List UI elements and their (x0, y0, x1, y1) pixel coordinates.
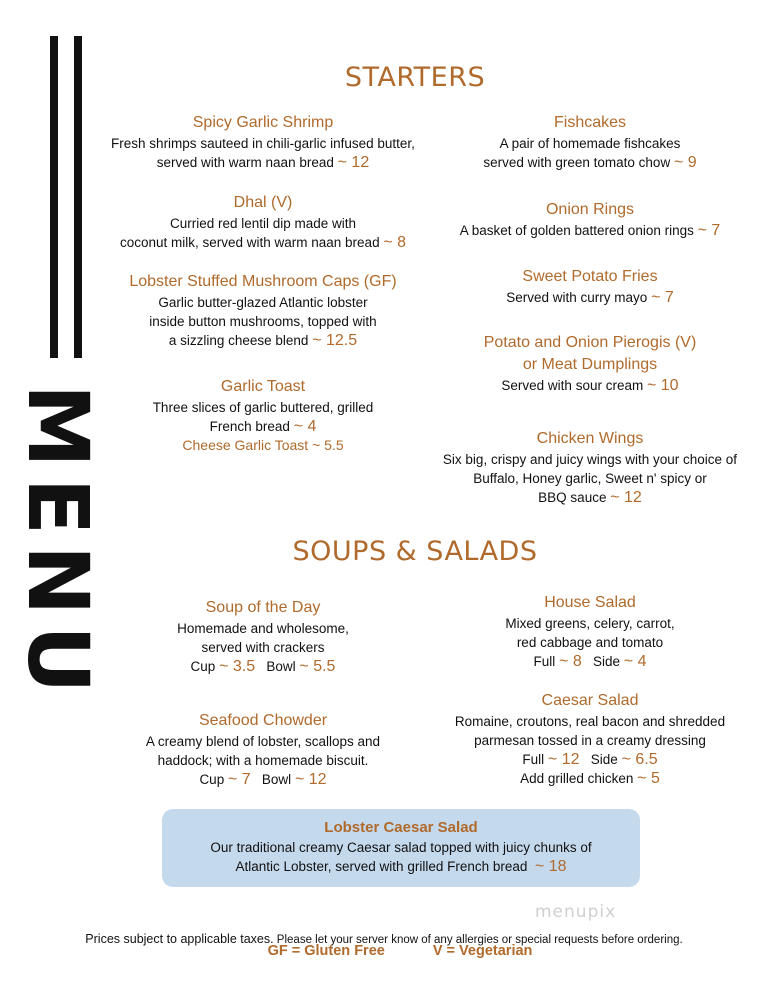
item-title: Sweet Potato Fries (522, 268, 658, 285)
side-decorative-line (50, 36, 58, 358)
feature-price: ~ 18 (534, 858, 567, 875)
menu-item-fishcakes: Fishcakes A pair of homemade fishcakes served with green tomato chow ~ 9 (415, 112, 765, 172)
item-price: ~ 12.5 (312, 332, 358, 349)
item-title: Fishcakes (553, 114, 627, 131)
item-price: ~ 12 (610, 489, 642, 506)
item-extra-option: Cheese Garlic Toast ~ 5.5 (182, 437, 344, 453)
menu-item-chicken-wings: Chicken Wings Six big, crispy and juicy wings with your choice of Buffalo, Honey garlic, Sweet n' spicy or BBQ sauce ~ 12 (415, 428, 765, 507)
legend-vegetarian: V = Vegetarian (432, 943, 533, 959)
item-title: Garlic Toast (220, 378, 306, 395)
feature-title: Lobster Caesar Salad (324, 819, 478, 836)
item-title: Seafood Chowder (198, 712, 328, 729)
diet-legend (0, 943, 768, 959)
item-price: ~ 12 (337, 154, 370, 171)
side-decorative-line (74, 36, 82, 358)
menu-item-pierogis: Potato and Onion Pierogis (V) or Meat Dumplings Served with sour cream ~ 10 (415, 332, 765, 395)
footer-allergy-note: Please let your server know of any allergies or special requests before ordering. (276, 934, 683, 946)
menu-item-seafood-chowder: Seafood Chowder A creamy blend of lobster, scallops and haddock; with a homemade biscuit. Cup ~ 7 Bowl ~ 12 (88, 710, 438, 789)
item-title: Spicy Garlic Shrimp (192, 114, 334, 131)
footer-tax-note: Prices subject to applicable taxes. (85, 932, 274, 946)
item-title: Onion Rings (545, 201, 635, 218)
item-price: ~ 7 (697, 222, 721, 239)
menu-item-onion-rings: Onion Rings A basket of golden battered onion rings ~ 7 (415, 199, 765, 240)
starters-heading: STARTERS (344, 62, 486, 93)
item-price: ~ 8 (383, 234, 407, 251)
menu-item-spicy-garlic-shrimp: Spicy Garlic Shrimp Fresh shrimps sauteed in chili-garlic infused butter, served with warm naan bread ~ 12 (88, 112, 438, 172)
menu-item-house-salad: House Salad Mixed greens, celery, carrot, red cabbage and tomato Full ~ 8 Side ~ 4 (415, 592, 765, 671)
side-menu-word: MENU (9, 384, 107, 704)
menu-item-lobster-stuffed-mushroom-caps: Lobster Stuffed Mushroom Caps (GF) Garlic butter-glazed Atlantic lobster inside button mushrooms, topped with a sizzling cheese blend ~ 12.5 (88, 271, 438, 350)
item-price: ~ 9 (673, 154, 697, 171)
menu-item-dhal: Dhal (V) Curried red lentil dip made with coconut milk, served with warm naan bread ~ 8 (88, 192, 438, 252)
item-price: ~ 7 (651, 289, 674, 306)
item-title-alt: or Meat Dumplings (522, 356, 658, 373)
featured-lobster-caesar-salad: Lobster Caesar Salad Our traditional creamy Caesar salad topped with juicy chunks of Atlantic Lobster, served with grilled French bread ~ 18 (162, 809, 640, 887)
watermark-logo: menupix (535, 902, 617, 922)
menu-item-soup-of-the-day: Soup of the Day Homemade and wholesome, served with crackers Cup ~ 3.5 Bowl ~ 5.5 (88, 597, 438, 676)
item-title: Dhal (V) (233, 194, 293, 211)
item-title: House Salad (544, 594, 636, 611)
menu-item-caesar-salad: Caesar Salad Romaine, croutons, real bacon and shredded parmesan tossed in a creamy dressing Full ~ 12 Side ~ 6.5 Add grilled chicken ~ 5 (415, 690, 765, 788)
item-title: Caesar Salad (541, 692, 639, 709)
item-title: Lobster Stuffed Mushroom Caps (GF) (129, 273, 397, 290)
item-title: Chicken Wings (536, 430, 644, 447)
legend-gluten-free: GF = Gluten Free (267, 943, 385, 959)
soups-salads-heading: SOUPS & SALADS (292, 536, 538, 567)
menu-item-sweet-potato-fries: Sweet Potato Fries Served with curry mayo ~ 7 (415, 266, 765, 307)
menu-item-garlic-toast: Garlic Toast Three slices of garlic buttered, grilled French bread ~ 4 Cheese Garlic Toast ~ 5.5 (88, 376, 438, 455)
item-title: Potato and Onion Pierogis (V) (483, 334, 697, 351)
item-price: ~ 4 (293, 418, 317, 435)
item-title: Soup of the Day (205, 599, 321, 616)
item-price: ~ 10 (646, 377, 679, 394)
